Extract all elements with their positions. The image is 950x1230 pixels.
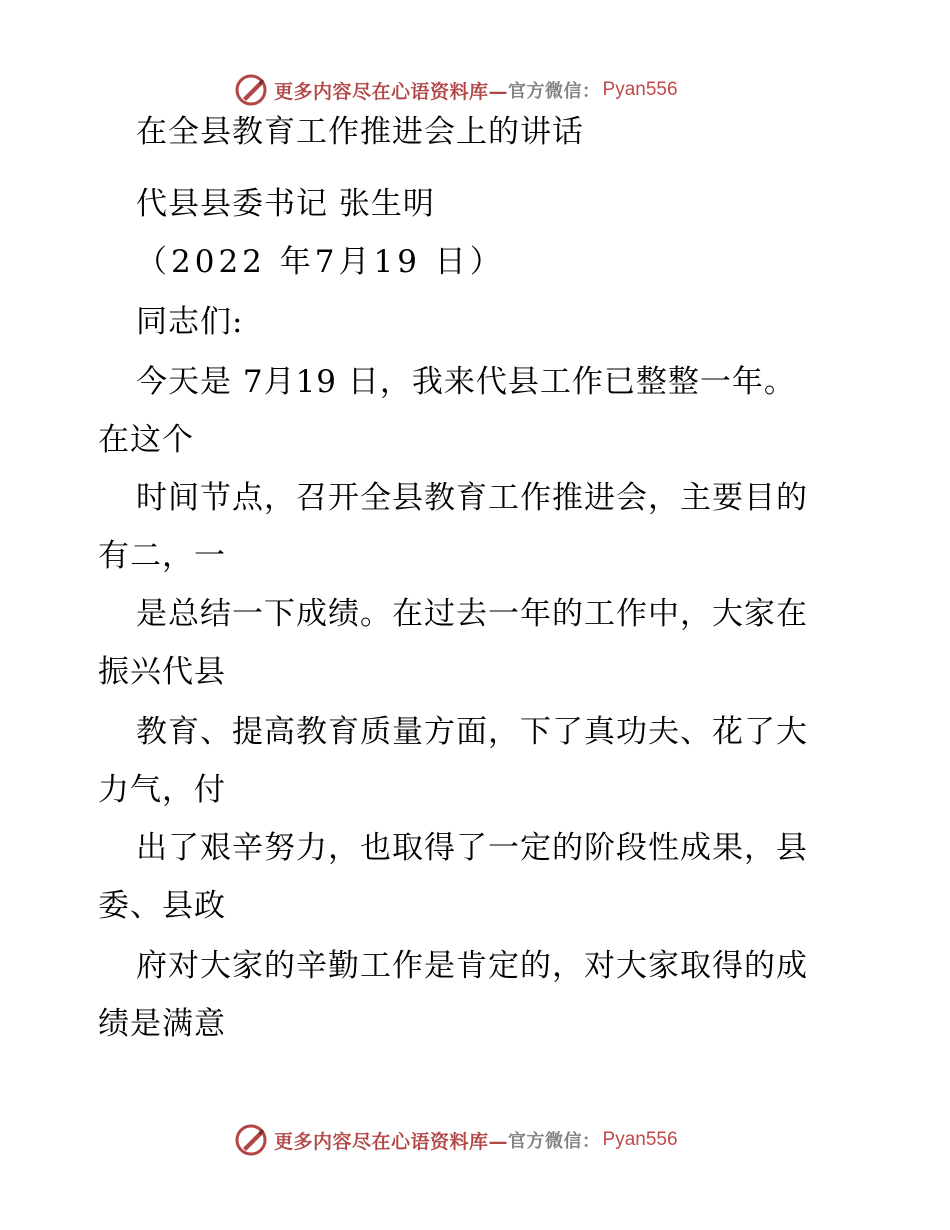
watermark-text: 更多内容尽在心语资料库—	[274, 80, 509, 103]
document-title: 在全县教育工作推进会上的讲话	[136, 114, 584, 150]
salutation: 同志们:	[136, 304, 244, 340]
body-line: 有二，一	[98, 538, 226, 574]
body-line: 出了艰辛努力，也取得了一定的阶段性成果，县	[136, 830, 808, 866]
body-line: 绩是满意	[98, 1006, 226, 1042]
body-line: 在这个	[98, 422, 194, 458]
body-line: 教育、提高教育质量方面，下了真功夫、花了大	[136, 714, 808, 750]
body-line: 振兴代县	[98, 654, 226, 690]
document-date: （2022 年7月19 日）	[136, 244, 505, 280]
footer-watermark	[234, 1122, 678, 1158]
body-line: 力气，付	[98, 772, 226, 808]
body-line: 是总结一下成绩。在过去一年的工作中，大家在	[136, 596, 808, 632]
quill-pen-logo-icon	[234, 1123, 268, 1157]
watermark-wechat-id: Pyan556	[602, 1129, 678, 1150]
body-line: 委、县政	[98, 888, 226, 924]
body-line: 今天是 7月19 日，我来代县工作已整整一年。	[136, 364, 796, 400]
document-author: 代县县委书记 张生明	[136, 186, 435, 222]
body-line: 府对大家的辛勤工作是肯定的，对大家取得的成	[136, 948, 808, 984]
body-line: 时间节点，召开全县教育工作推进会，主要目的	[136, 480, 808, 516]
watermark-wechat-label: 官方微信：	[508, 1131, 601, 1152]
quill-pen-logo-icon	[234, 73, 268, 107]
watermark-wechat-label: 官方微信：	[508, 81, 601, 102]
watermark-text: 更多内容尽在心语资料库—	[274, 1130, 509, 1153]
watermark-wechat-id: Pyan556	[602, 79, 678, 100]
header-watermark	[234, 72, 678, 108]
